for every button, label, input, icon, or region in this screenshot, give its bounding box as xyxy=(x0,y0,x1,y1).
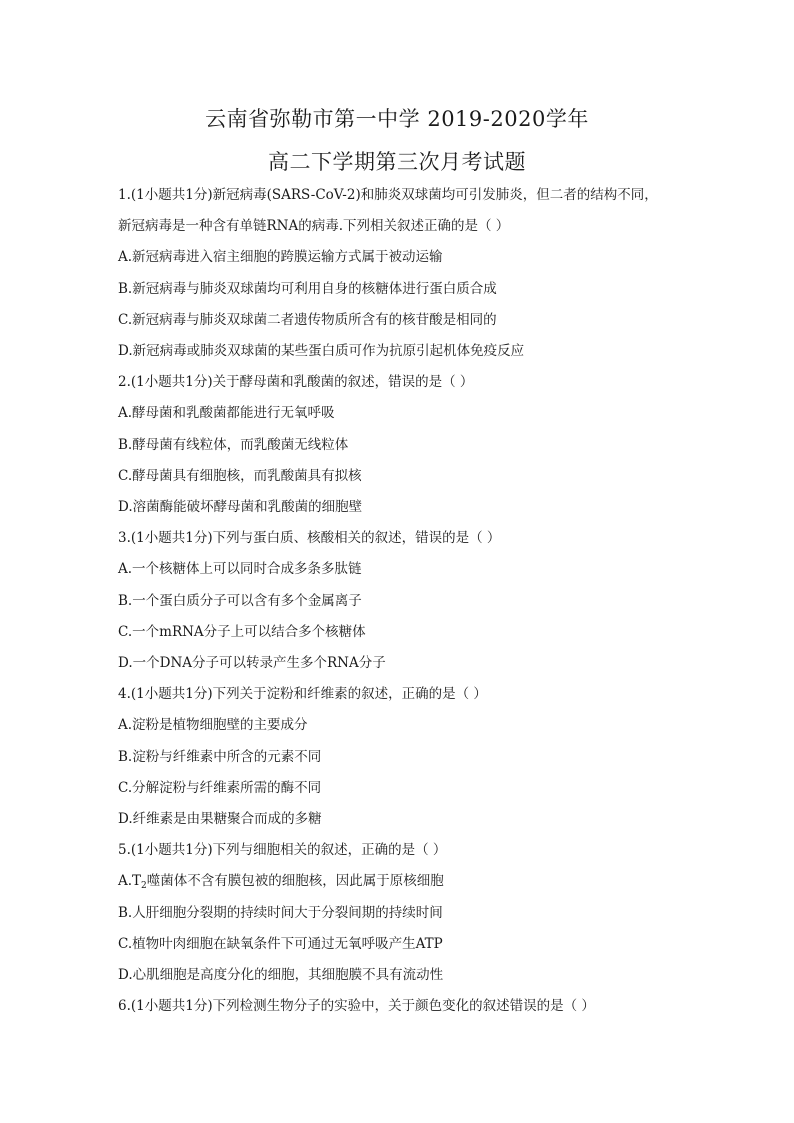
question-5-option-a xyxy=(118,872,444,895)
question-4-option-b: B.淀粉与纤维素中所含的元素不同 xyxy=(118,749,322,765)
question-1-stem-line-2: 新冠病毒是一种含有单链RNA的病毒.下列相关叙述正确的是（ ） xyxy=(118,218,510,234)
question-5-option-d: D.心肌细胞是高度分化的细胞，其细胞膜不具有流动性 xyxy=(118,967,444,983)
question-5-option-b: B.人肝细胞分裂期的持续时间大于分裂间期的持续时间 xyxy=(118,905,443,921)
question-2-option-a: A.酵母菌和乳酸菌都能进行无氧呼吸 xyxy=(118,405,335,421)
document-title: 云南省弥勒市第一中学 2019-2020学年 xyxy=(205,107,589,131)
question-5-option-a-prefix: A.T xyxy=(118,873,142,889)
question-3-option-a: A.一个核糖体上可以同时合成多条多肽链 xyxy=(118,561,362,577)
question-4-option-c: C.分解淀粉与纤维素所需的酶不同 xyxy=(118,780,322,796)
question-3-option-b: B.一个蛋白质分子可以含有多个金属离子 xyxy=(118,593,362,609)
question-3-option-c: C.一个mRNA分子上可以结合多个核糖体 xyxy=(118,624,366,640)
question-4-option-d: D.纤维素是由果糖聚合而成的多糖 xyxy=(118,811,322,827)
question-1-stem-line-1: 1.(1小题共1分)新冠病毒(SARS-CoV-2)和肺炎双球菌均可引发肺炎，但二者的结构不同， xyxy=(118,187,658,203)
question-4-stem: 4.(1小题共1分)下列关于淀粉和纤维素的叙述，正确的是（ ） xyxy=(118,686,487,702)
question-3-stem: 3.(1小题共1分)下列与蛋白质、核酸相关的叙述，错误的是（ ） xyxy=(118,530,501,546)
question-5-stem: 5.(1小题共1分)下列与细胞相关的叙述，正确的是（ ） xyxy=(118,842,447,858)
question-5-option-c: C.植物叶肉细胞在缺氧条件下可通过无氧呼吸产生ATP xyxy=(118,936,443,952)
question-5-option-a-text: 噬菌体不含有膜包被的细胞核，因此属于原核细胞 xyxy=(146,873,444,889)
question-1-option-a: A.新冠病毒进入宿主细胞的跨膜运输方式属于被动运输 xyxy=(118,249,443,265)
question-1-option-b: B.新冠病毒与肺炎双球菌均可利用自身的核糖体进行蛋白质合成 xyxy=(118,281,497,297)
question-3-option-d: D.一个DNA分子可以转录产生多个RNA分子 xyxy=(118,655,386,671)
document-subtitle: 高二下学期第三次月考试题 xyxy=(268,150,526,174)
question-6-stem: 6.(1小题共1分)下列检测生物分子的实验中，关于颜色变化的叙述错误的是（ ） xyxy=(118,998,595,1014)
question-1-option-d: D.新冠病毒或肺炎双球菌的某些蛋白质可作为抗原引起机体免疫反应 xyxy=(118,343,525,359)
question-2-option-c: C.酵母菌具有细胞核，而乳酸菌具有拟核 xyxy=(118,468,362,484)
question-5-option-a-subscript: 2 xyxy=(141,881,147,891)
question-2-stem: 2.(1小题共1分)关于酵母菌和乳酸菌的叙述，错误的是（ ） xyxy=(118,374,474,390)
question-1-option-c: C.新冠病毒与肺炎双球菌二者遗传物质所含有的核苷酸是相同的 xyxy=(118,312,497,328)
question-4-option-a: A.淀粉是植物细胞壁的主要成分 xyxy=(118,717,308,733)
question-2-option-d: D.溶菌酶能破坏酵母菌和乳酸菌的细胞壁 xyxy=(118,499,363,515)
question-2-option-b: B.酵母菌有线粒体，而乳酸菌无线粒体 xyxy=(118,437,349,453)
